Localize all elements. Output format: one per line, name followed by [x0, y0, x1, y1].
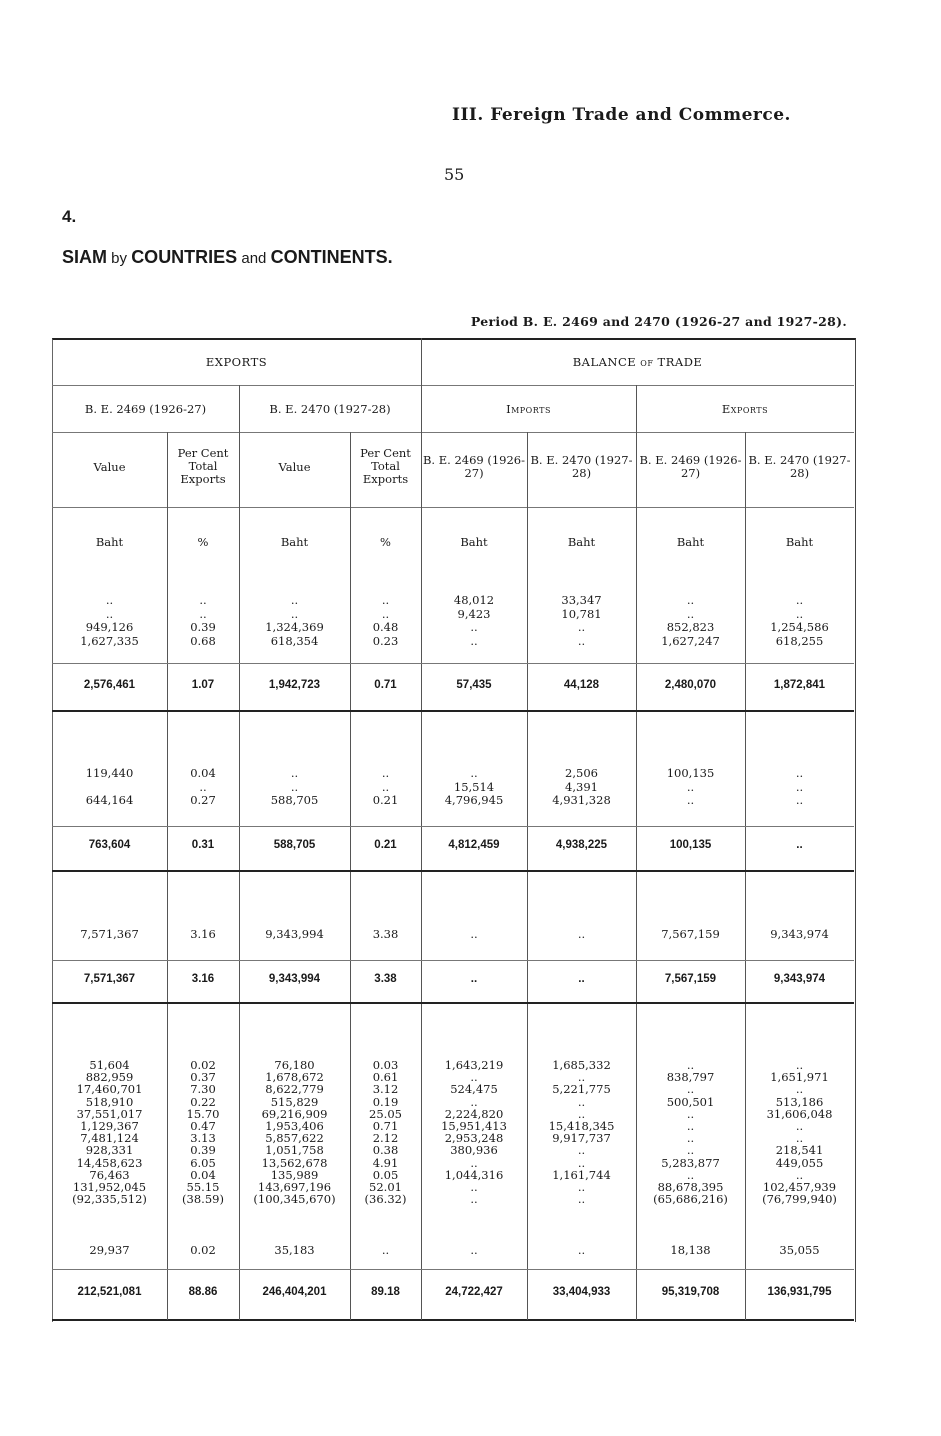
- section-1-total: 57,435: [456, 679, 492, 691]
- col-value-2469: Value: [93, 460, 126, 474]
- section-4-total: 246,404,201: [262, 1286, 327, 1298]
- header-rule: [52, 507, 854, 508]
- header-balance-of-trade: BALANCE of TRADE: [572, 355, 703, 369]
- page-number: 55: [444, 165, 465, 184]
- section-3-total: ..: [470, 973, 478, 985]
- section-2-total: 0.21: [374, 839, 397, 851]
- section-3-cell: 9,343,974: [770, 927, 829, 941]
- col-exports-2470: B. E. 2470 (1927-28): [748, 453, 851, 480]
- header-imports: Imports: [506, 402, 551, 416]
- section-4-extra-cell: ..: [381, 1243, 390, 1257]
- period-line: Period B. E. 2469 and 2470 (1926-27 and 1927-28).: [470, 314, 847, 329]
- header-rule: [52, 385, 854, 386]
- unit-percent: %: [380, 535, 391, 549]
- section-3-cell: 3.16: [190, 927, 216, 941]
- section-4-total: 24,722,427: [445, 1286, 503, 1298]
- section-2-total: 588,705: [273, 839, 316, 851]
- title-siam: SIAM: [62, 247, 107, 267]
- section-1-total: 0.71: [374, 679, 397, 691]
- section-1-total: 44,128: [563, 679, 600, 691]
- col-imports-2470: B. E. 2470 (1927-28): [530, 453, 633, 480]
- section-4-total: 95,319,708: [661, 1286, 720, 1298]
- unit-percent: %: [197, 535, 209, 549]
- section-3-total: 7,571,367: [83, 973, 136, 985]
- header-year-2470: B. E. 2470 (1927-28): [269, 402, 391, 416]
- section-4-cell: 0.02 0.37 7.30 0.22 15.70 0.47 3.13 0.39 6.05 0.04 55.15 (38.59): [182, 1058, 224, 1207]
- section-1-total: 2,480,070: [664, 679, 717, 691]
- table-number: 4.: [62, 207, 77, 226]
- section-3-total: ..: [578, 973, 585, 985]
- unit-baht: Baht: [676, 535, 705, 549]
- running-header: III. Fereign Trade and Commerce.: [452, 105, 791, 125]
- section-1-total: 2,576,461: [83, 679, 136, 691]
- section-2-total: 4,938,225: [555, 839, 608, 851]
- unit-baht: Baht: [95, 535, 124, 549]
- section-1-total: 1.07: [191, 679, 215, 691]
- col-exports-2469: B. E. 2469 (1926-27): [639, 453, 742, 480]
- section-2-total: ..: [796, 839, 803, 851]
- col-percent-2470: Per Cent Total Exports: [360, 446, 411, 486]
- section-3-total: 9,343,974: [773, 973, 826, 985]
- section-1-cell: .. .. 1,324,369 618,354: [265, 593, 324, 648]
- section-2-cell: .. .. ..: [795, 766, 804, 807]
- section-rule: [52, 1002, 854, 1004]
- section-4-extra-cell: 0.02: [190, 1243, 216, 1257]
- section-2-cell: .. 15,514 4,796,945: [444, 766, 504, 807]
- section-2-cell: 100,135 .. ..: [666, 766, 715, 807]
- section-2-cell: 0.04 .. 0.27: [190, 766, 216, 807]
- title-countries: COUNTRIES: [131, 247, 238, 267]
- section-2-total: 4,812,459: [448, 839, 500, 851]
- section-2-cell: .. .. 0.21: [372, 766, 399, 807]
- section-3-total: 3.38: [374, 973, 397, 985]
- section-1-cell: .. .. 852,823 1,627,247: [661, 593, 720, 648]
- section-1-total: 1,942,723: [268, 679, 321, 691]
- section-3-total: 9,343,994: [268, 973, 321, 985]
- section-4-cell: .. 838,797 .. 500,501 .. .. .. .. 5,283,877 .. 88,678,395 (65,686,216): [653, 1058, 728, 1207]
- section-3-cell: ..: [470, 927, 478, 941]
- section-4-cell: 1,685,332 .. 5,221,775 .. .. 15,418,345 9,917,737 .. .. 1,161,744 .. ..: [548, 1058, 615, 1207]
- section-4-extra-cell: 18,138: [670, 1243, 711, 1257]
- section-4-total: 33,404,933: [552, 1286, 611, 1298]
- section-4-extra-cell: 35,055: [779, 1243, 820, 1257]
- header-exports: EXPORTS: [205, 355, 268, 369]
- section-4-total: 136,931,795: [767, 1286, 832, 1298]
- section-4-cell: 51,604 882,959 17,460,701 518,910 37,551,017 1,129,367 7,481,124 928,331 14,458,623 76,463 131,952,045 (92,335,512): [72, 1058, 147, 1207]
- section-1-cell: .. .. 1,254,586 618,255: [770, 593, 829, 648]
- section-3-cell: 7,567,159: [661, 927, 720, 941]
- title-and: and: [237, 250, 271, 267]
- section-4-cell: 0.03 0.61 3.12 0.19 25.05 0.71 2.12 0.38 4.91 0.05 52.01 (36.32): [364, 1058, 407, 1207]
- table-bottom-rule: [52, 1319, 854, 1321]
- section-1-cell: .. .. 0.39 0.68: [190, 593, 216, 648]
- subtotal-rule: [52, 826, 854, 827]
- section-1-total: 1,872,841: [773, 679, 826, 691]
- header-exports-balance: Exports: [721, 402, 769, 416]
- section-2-total: 763,604: [88, 839, 131, 851]
- section-4-cell: 1,643,219 .. 524,475 .. 2,224,820 15,951,413 2,953,248 380,936 .. 1,044,316 .. ..: [441, 1058, 507, 1207]
- section-4-total: 212,521,081: [77, 1286, 142, 1298]
- col-value-2470: Value: [278, 460, 311, 474]
- col-imports-2469: B. E. 2469 (1926-27): [422, 453, 526, 480]
- subtotal-rule: [52, 1269, 854, 1270]
- section-rule: [52, 710, 854, 712]
- header-year-2469: B. E. 2469 (1926-27): [84, 402, 207, 416]
- section-3-cell: ..: [577, 927, 586, 941]
- title-by: by: [107, 250, 132, 267]
- section-3-cell: 7,571,367: [80, 927, 139, 941]
- header-rule: [52, 432, 854, 433]
- section-2-cell: 2,506 4,391 4,931,328: [552, 766, 611, 807]
- unit-baht: Baht: [785, 535, 814, 549]
- section-4-extra-cell: 35,183: [274, 1243, 315, 1257]
- section-4-total: 88.86: [188, 1286, 218, 1298]
- title-continents: CONTINENTS.: [270, 247, 393, 267]
- section-4-cell: .. 1,651,971 .. 513,186 31,606,048 .. .. 218,541 449,055 .. 102,457,939 (76,799,940): [762, 1058, 837, 1207]
- section-2-cell: .. .. 588,705: [270, 766, 319, 807]
- section-3-total: 3.16: [191, 973, 215, 985]
- section-3-total: 7,567,159: [664, 973, 717, 985]
- unit-baht: Baht: [460, 535, 488, 549]
- section-4-cell: 76,180 1,678,672 8,622,779 515,829 69,216,909 1,953,406 5,857,622 1,051,758 13,562,678 135,989 143,697,196 (100,345,670): [253, 1058, 336, 1207]
- section-4-extra-cell: 29,937: [89, 1243, 130, 1257]
- section-4-total: 89.18: [371, 1286, 400, 1298]
- section-3-cell: 9,343,994: [265, 927, 324, 941]
- section-1-cell: .. .. 0.48 0.23: [372, 593, 399, 648]
- section-3-cell: 3.38: [372, 927, 399, 941]
- subtotal-rule: [52, 960, 854, 961]
- subtotal-rule: [52, 663, 854, 664]
- section-2-total: 0.31: [191, 839, 215, 851]
- section-1-cell: 48,012 9,423 .. ..: [453, 593, 495, 648]
- table-title: [62, 247, 393, 268]
- unit-baht: Baht: [567, 535, 596, 549]
- unit-baht: Baht: [280, 535, 309, 549]
- section-4-extra-cell: ..: [470, 1243, 478, 1257]
- section-1-cell: 33,347 10,781 .. ..: [561, 593, 602, 648]
- section-2-total: 100,135: [669, 839, 712, 851]
- section-4-extra-cell: ..: [577, 1243, 586, 1257]
- section-1-cell: .. .. 949,126 1,627,335: [80, 593, 139, 648]
- section-2-cell: 119,440 644,164: [85, 766, 134, 807]
- col-percent-2469: Per Cent Total Exports: [177, 446, 229, 486]
- section-rule: [52, 870, 854, 872]
